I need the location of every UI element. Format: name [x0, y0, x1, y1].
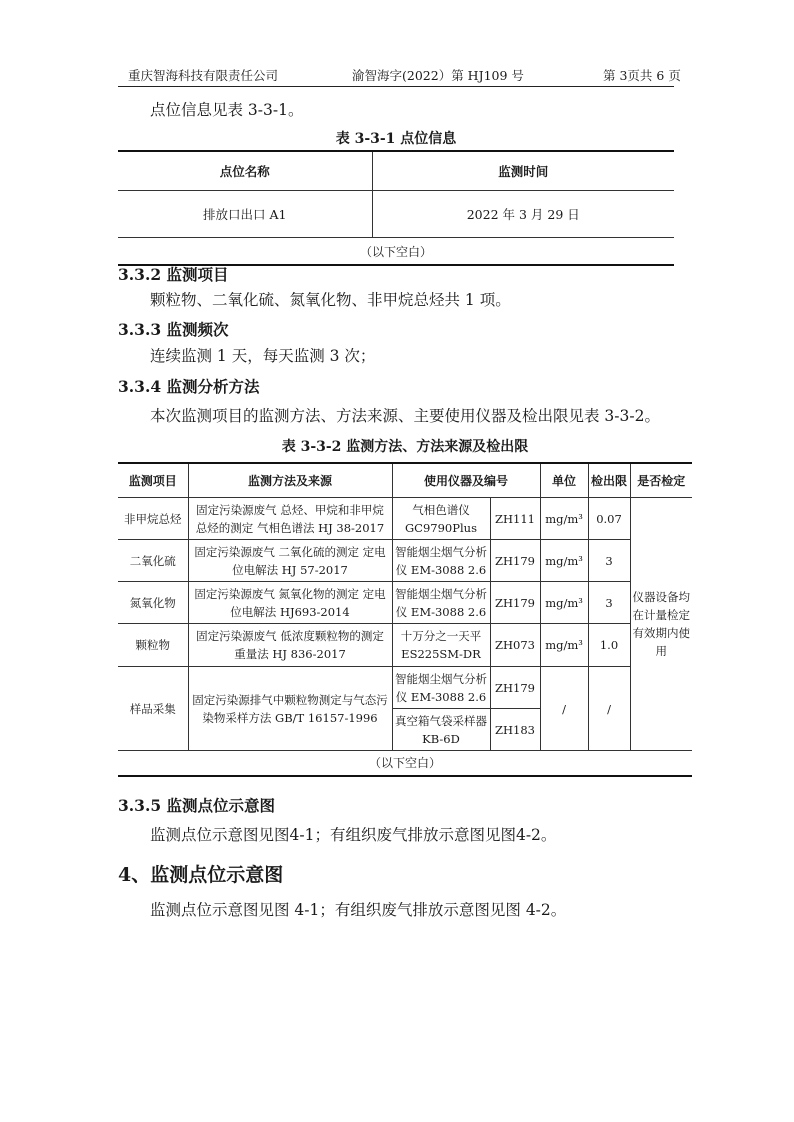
- header-report-number: 渝智海字(2022）第 HJ109 号: [352, 68, 524, 83]
- section-3-3-5-title: 3.3.5 监测点位示意图: [118, 796, 276, 815]
- header-page-number: 第 3页共 6 页: [603, 68, 681, 83]
- table-row: [118, 624, 692, 667]
- table-row: [118, 540, 692, 582]
- instrument-code-cell: ZH111: [490, 498, 540, 540]
- sampling-limit-cell: /: [588, 667, 630, 751]
- instrument-cell: 智能烟尘烟气分析仪 EM-3088 2.6: [392, 540, 490, 582]
- header-verified: 是否检定: [630, 463, 692, 498]
- table-row: [118, 191, 674, 238]
- intro-text: 点位信息见表 3-3-1。: [150, 101, 304, 119]
- instrument-cell: 气相色谱仪 GC9790Plus: [392, 498, 490, 540]
- section-3-3-3-body: 连续监测 1 天，每天监测 3 次；: [150, 347, 376, 365]
- table-header-row: [118, 151, 674, 191]
- method-cell: 固定污染源废气 氮氧化物的测定 定电位电解法 HJ693-2014: [188, 582, 392, 624]
- item-cell: 非甲烷总烃: [118, 498, 188, 540]
- instrument-code-cell: ZH073: [490, 624, 540, 667]
- table-row: [118, 667, 692, 709]
- header-limit: 检出限: [588, 463, 630, 498]
- item-cell: 颗粒物: [118, 624, 188, 667]
- sampling-method-cell: 固定污染源排气中颗粒物测定与气态污染物采样方法 GB/T 16157-1996: [188, 667, 392, 751]
- unit-cell: mg/m³: [540, 582, 588, 624]
- section-3-3-4-body: 本次监测项目的监测方法、方法来源、主要使用仪器及检出限见表 3-3-2。: [150, 407, 660, 425]
- limit-cell: 1.0: [588, 624, 630, 667]
- header-monitor-time: 监测时间: [372, 151, 674, 191]
- method-cell: 固定污染源废气 总烃、甲烷和非甲烷总烃的测定 气相色谱法 HJ 38-2017: [188, 498, 392, 540]
- section-3-3-4-title: 3.3.4 监测分析方法: [118, 377, 260, 396]
- sampling-unit-cell: /: [540, 667, 588, 751]
- instrument-code-cell: ZH179: [490, 540, 540, 582]
- monitor-time-cell: 2022 年 3 月 29 日: [372, 191, 674, 238]
- header-company: 重庆智海科技有限责任公司: [128, 68, 279, 83]
- sampling-item-cell: 样品采集: [118, 667, 188, 751]
- blank-note-row: [118, 751, 692, 777]
- item-cell: 氮氧化物: [118, 582, 188, 624]
- unit-cell: mg/m³: [540, 624, 588, 667]
- instrument-cell: 真空箱气袋采样器 KB-6D: [392, 709, 490, 751]
- limit-cell: 0.07: [588, 498, 630, 540]
- header-point-name: 点位名称: [118, 151, 372, 191]
- instrument-code-cell: ZH179: [490, 667, 540, 709]
- header-method: 监测方法及来源: [188, 463, 392, 498]
- limit-cell: 3: [588, 582, 630, 624]
- method-table: [118, 462, 692, 777]
- section-4-body: 监测点位示意图见图 4-1；有组织废气排放示意图见图 4-2。: [150, 901, 567, 919]
- table2-caption: 表 3-3-2 监测方法、方法来源及检出限: [281, 439, 529, 455]
- point-info-table: [118, 150, 674, 266]
- limit-cell: 3: [588, 540, 630, 582]
- instrument-cell: 智能烟尘烟气分析仪 EM-3088 2.6: [392, 667, 490, 709]
- blank-note: （以下空白）: [118, 751, 692, 777]
- unit-cell: mg/m³: [540, 540, 588, 582]
- method-cell: 固定污染源废气 二氧化硫的测定 定电位电解法 HJ 57-2017: [188, 540, 392, 582]
- blank-note: （以下空白）: [118, 238, 674, 266]
- table1-caption: 表 3-3-1 点位信息: [335, 131, 457, 147]
- item-cell: 二氧化硫: [118, 540, 188, 582]
- table-row: [118, 582, 692, 624]
- blank-note-row: [118, 238, 674, 266]
- unit-cell: mg/m³: [540, 498, 588, 540]
- header-unit: 单位: [540, 463, 588, 498]
- header-rule: [118, 86, 674, 87]
- instrument-cell: 智能烟尘烟气分析仪 EM-3088 2.6: [392, 582, 490, 624]
- instrument-code-cell: ZH179: [490, 582, 540, 624]
- header-item: 监测项目: [118, 463, 188, 498]
- section-3-3-2-title: 3.3.2 监测项目: [118, 265, 229, 284]
- section-3-3-3-title: 3.3.3 监测频次: [118, 320, 229, 339]
- section-3-3-5-body: 监测点位示意图见图4-1；有组织废气排放示意图见图4-2。: [150, 826, 557, 844]
- instrument-cell: 十万分之一天平 ES225SM-DR: [392, 624, 490, 667]
- point-name-cell: 排放口出口 A1: [118, 191, 372, 238]
- instrument-code-cell: ZH183: [490, 709, 540, 751]
- table-header-row: [118, 463, 692, 498]
- header-instrument: 使用仪器及编号: [392, 463, 540, 498]
- verified-note-cell: 仪器设备均在计量检定有效期内使用: [630, 498, 692, 751]
- table-row: [118, 498, 692, 540]
- section-3-3-2-body: 颗粒物、二氧化硫、氮氧化物、非甲烷总烃共 1 项。: [150, 291, 511, 309]
- section-4-title: 4、监测点位示意图: [118, 864, 284, 886]
- method-cell: 固定污染源废气 低浓度颗粒物的测定重量法 HJ 836-2017: [188, 624, 392, 667]
